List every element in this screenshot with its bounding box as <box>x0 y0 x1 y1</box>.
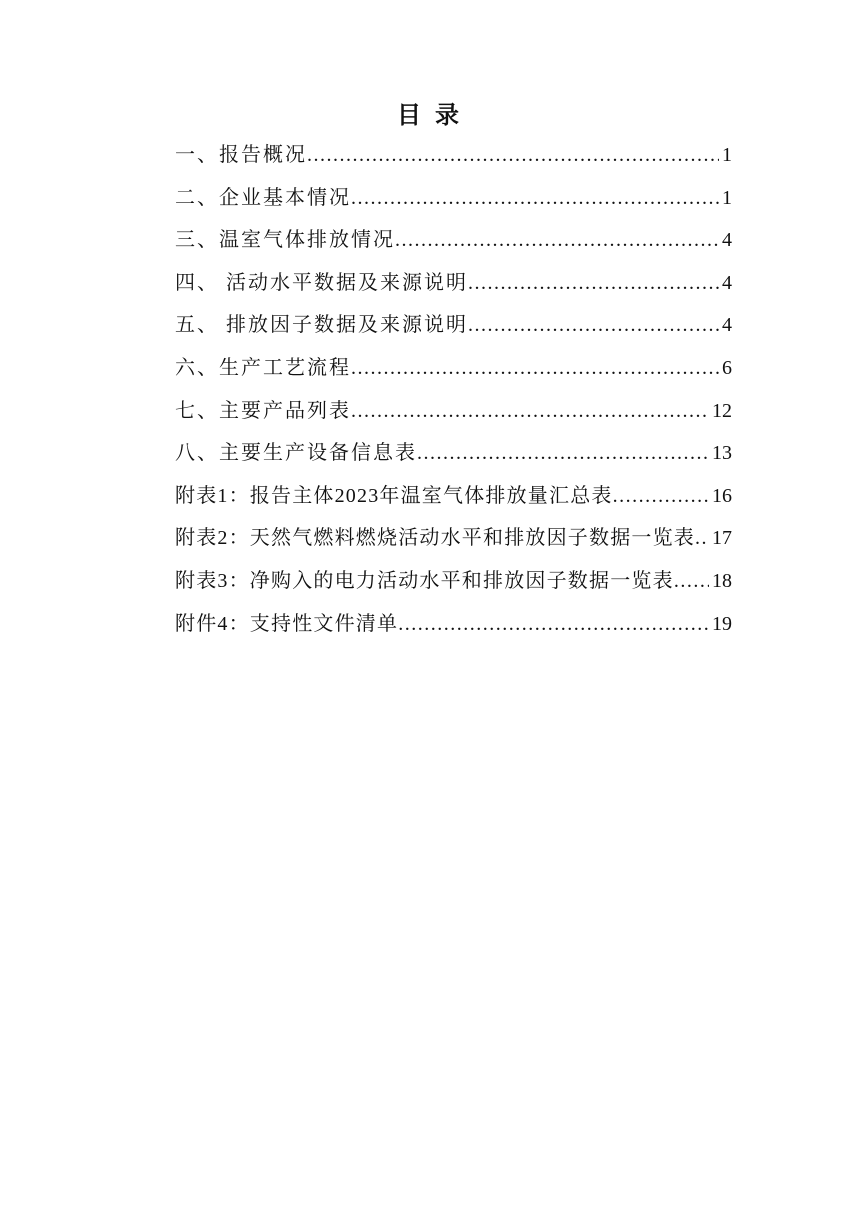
toc-leader-dots <box>695 517 709 560</box>
toc-entry-page-number: 19 <box>712 612 732 635</box>
toc-entry[interactable] <box>175 219 732 262</box>
toc-entry-page-number: 6 <box>722 356 732 379</box>
toc-entry-label: 六、生产工艺流程 <box>175 356 351 379</box>
toc-entry-label: 附表3：净购入的电力活动水平和排放因子数据一览表 <box>175 569 674 592</box>
toc-entry-page-number: 1 <box>722 186 732 209</box>
toc-entry-page-number: 4 <box>722 229 732 252</box>
toc-entry-label: 三、温室气体排放情况 <box>175 229 395 252</box>
toc-entry[interactable] <box>175 134 732 177</box>
toc-entry[interactable] <box>175 347 732 390</box>
toc-entry-page-number: 16 <box>712 484 732 507</box>
toc-entry-label: 五、 排放因子数据及来源说明 <box>175 314 468 337</box>
toc-leader-dots <box>468 304 719 347</box>
toc-leader-dots <box>613 475 709 518</box>
toc-leader-dots <box>351 177 719 220</box>
toc-entry[interactable] <box>175 560 732 603</box>
toc-entry[interactable] <box>175 390 732 433</box>
toc-entry-label: 二、企业基本情况 <box>175 186 351 209</box>
toc-entry-label: 附表2：天然气燃料燃烧活动水平和排放因子数据一览表 <box>175 527 695 550</box>
toc-entry[interactable] <box>175 432 732 475</box>
toc-leader-dots <box>351 390 709 433</box>
toc-entry[interactable] <box>175 517 732 560</box>
toc-entry-page-number: 4 <box>722 314 732 337</box>
toc-leader-dots <box>398 603 709 646</box>
toc-entry-page-number: 12 <box>712 399 732 422</box>
toc-entry-page-number: 1 <box>722 144 732 166</box>
toc-entry-label: 附件4：支持性文件清单 <box>175 612 399 635</box>
toc-title: 目 录 <box>397 103 463 129</box>
toc-entry-page-number: 4 <box>722 271 732 294</box>
toc-entry-page-number: 17 <box>712 527 732 550</box>
toc-entry-label: 七、主要产品列表 <box>175 399 351 422</box>
toc-entry-label: 一、报告概况 <box>175 144 307 166</box>
toc-entry[interactable] <box>175 475 732 518</box>
toc-leader-dots <box>351 347 719 390</box>
toc-entry-label: 附表1：报告主体2023年温室气体排放量汇总表 <box>175 484 613 507</box>
toc-entry-page-number: 13 <box>712 442 732 465</box>
toc-list <box>175 134 732 645</box>
toc-leader-dots <box>674 560 709 603</box>
toc-leader-dots <box>417 432 709 475</box>
toc-entry-page-number: 18 <box>712 569 732 592</box>
toc-entry[interactable] <box>175 177 732 220</box>
toc-entry-label: 八、主要生产设备信息表 <box>175 442 417 465</box>
toc-entry[interactable] <box>175 262 732 305</box>
toc-leader-dots <box>468 262 719 305</box>
toc-entry-label: 四、 活动水平数据及来源说明 <box>175 271 468 294</box>
toc-leader-dots <box>307 134 719 177</box>
toc-entry[interactable] <box>175 603 732 646</box>
toc-leader-dots <box>395 219 719 262</box>
toc-entry[interactable] <box>175 304 732 347</box>
